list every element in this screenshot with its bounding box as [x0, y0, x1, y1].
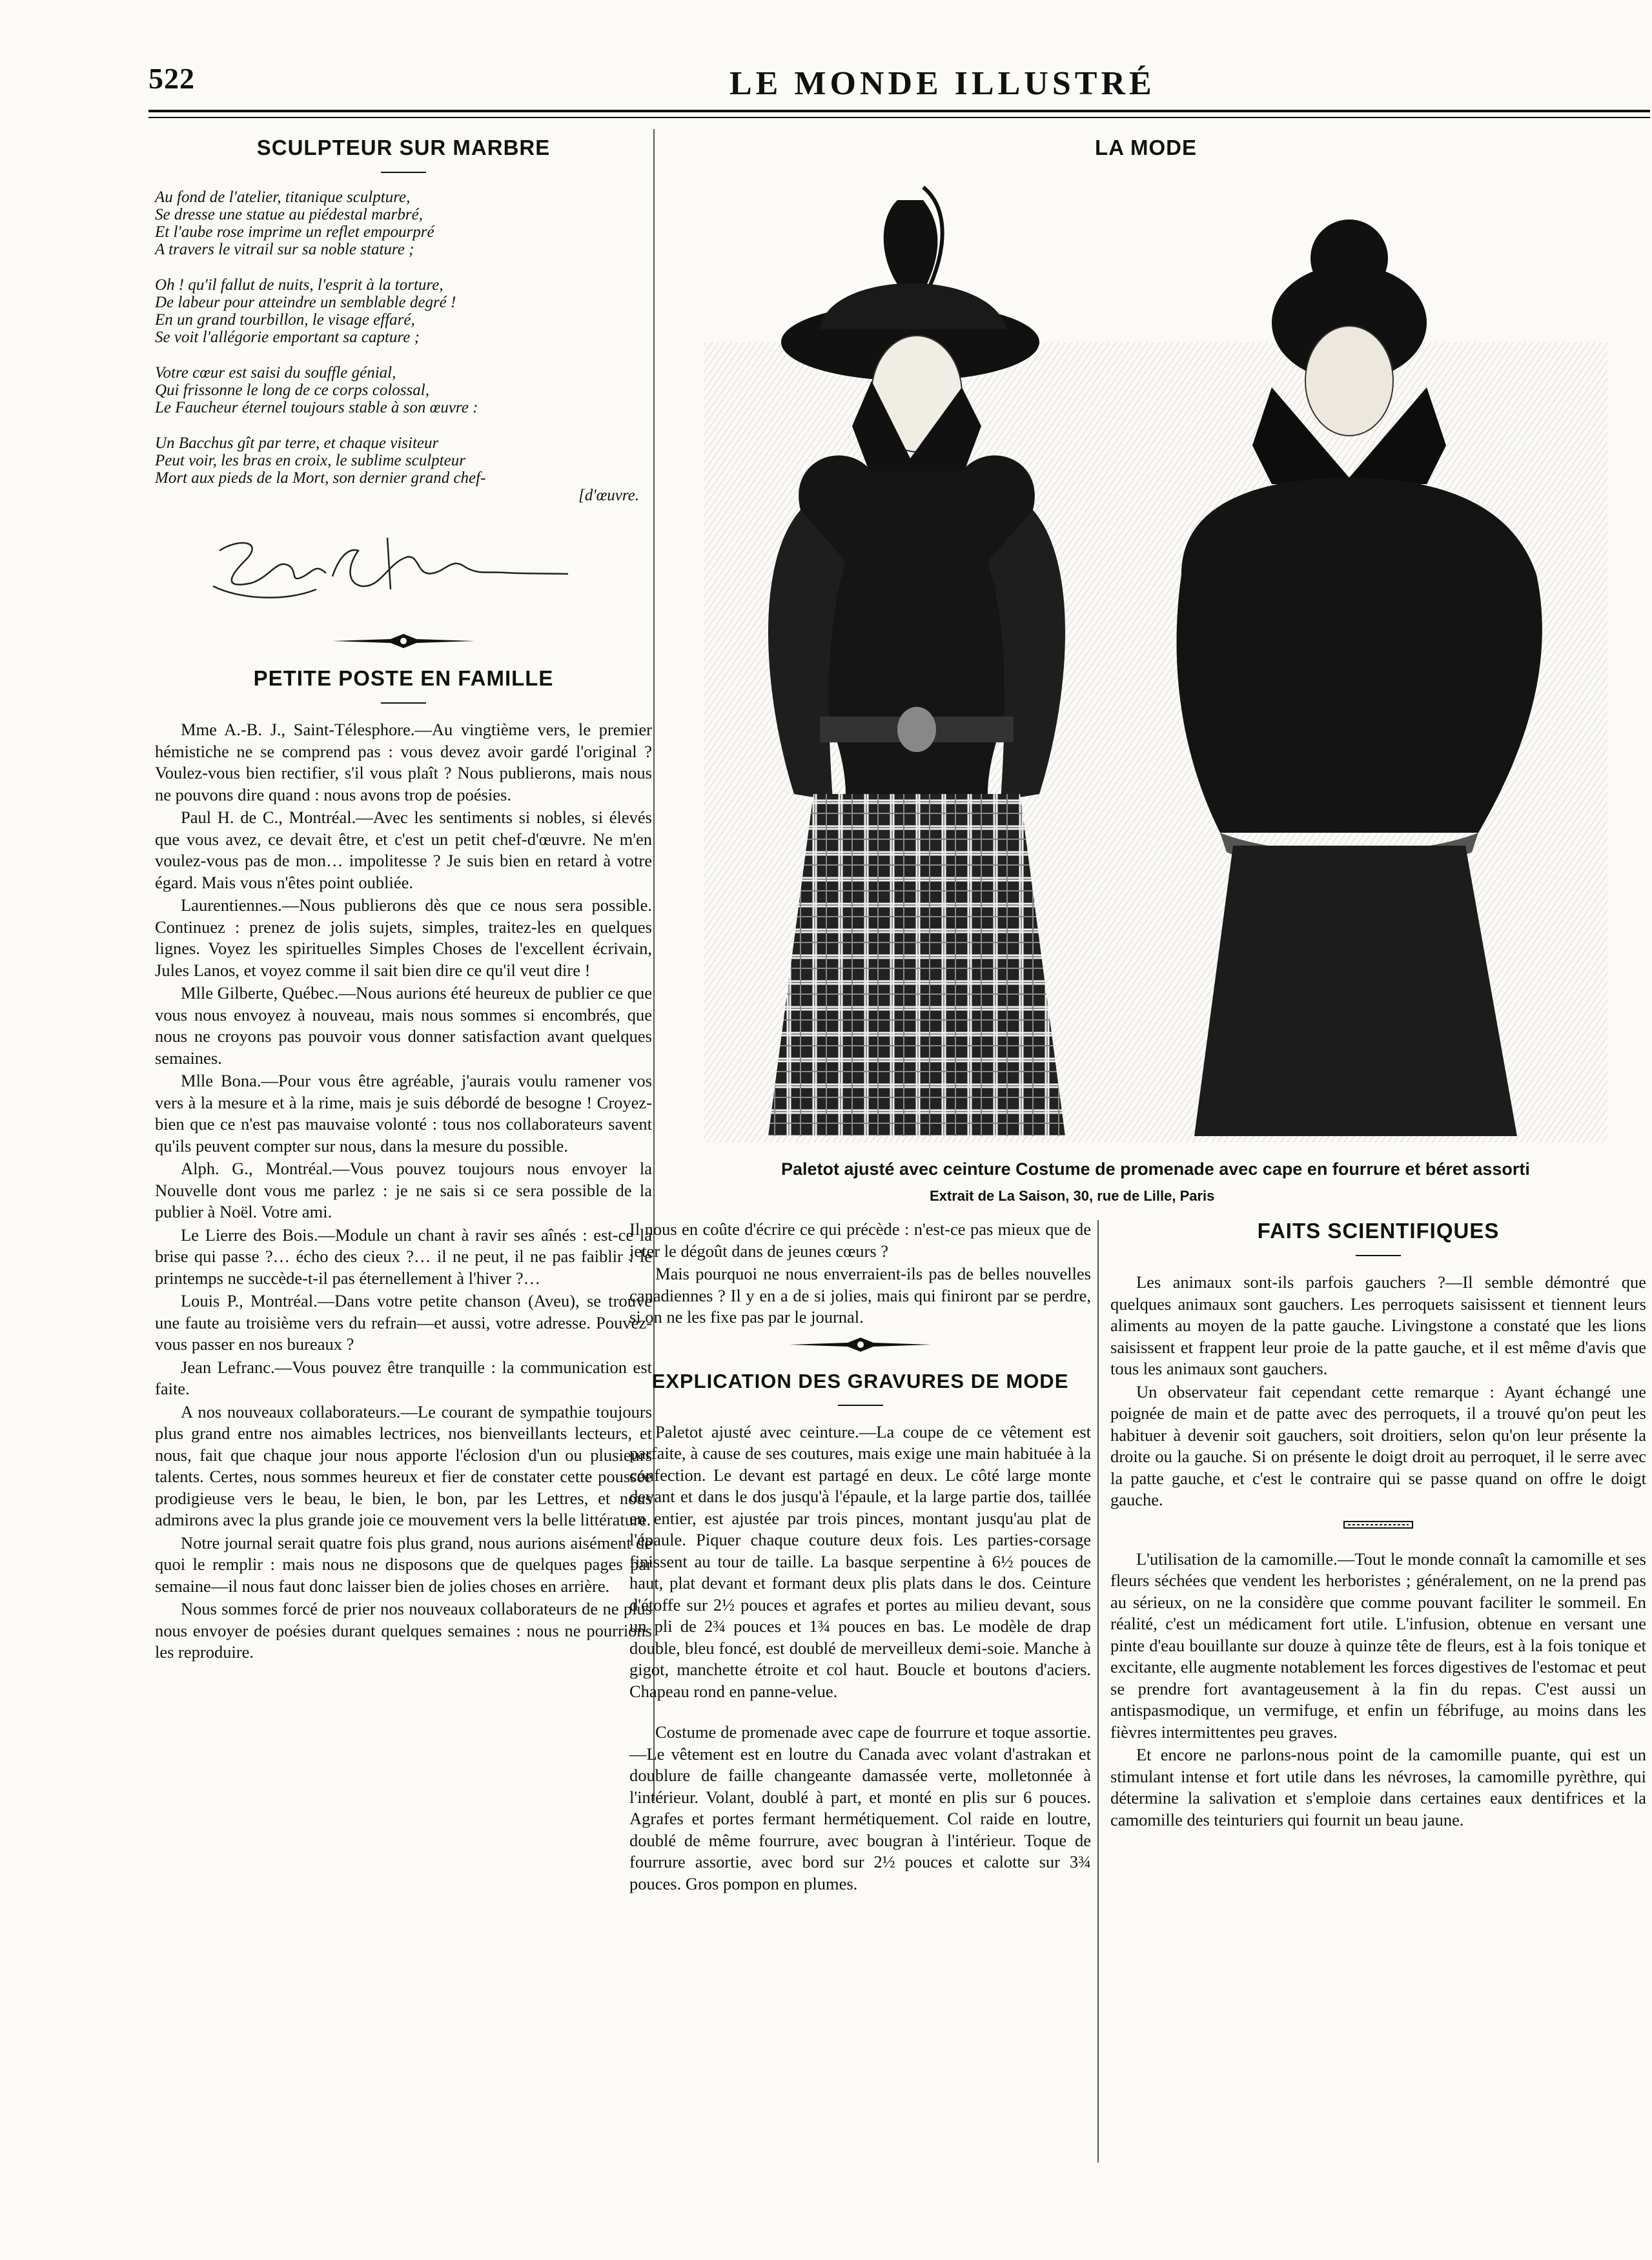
title-rule [1356, 1255, 1401, 1256]
poem-line: Un Bacchus gît par terre, et chaque visiteur [155, 434, 439, 452]
poem-line: De labeur pour atteindre un semblable degré ! [155, 294, 456, 311]
mode-title: LA MODE [1095, 136, 1197, 159]
column-left [155, 136, 652, 1664]
poem-line: En un grand tourbillon, le visage effaré, [155, 311, 415, 329]
page-number: 522 [148, 62, 195, 95]
header-rule-thick [148, 110, 1650, 112]
explication-title: EXPLICATION DES GRAVURES DE MODE [651, 1369, 1069, 1392]
poste-paragraph: Louis P., Montréal.—Dans votre petite chanson (Aveu), se trouve une faute au troisième vers du refrain—et aussi, votre adresse. Pouvez-vous passer en nos bureaux ? [155, 1291, 652, 1354]
poste-paragraph: Paul H. de C., Montréal.—Avec les sentiments si nobles, si élevés que vous avez, ce devait être, et c'est un petit chef-d'œuvre. Ne m'en voulez-vous pas de mon… impolitesse ? Je suis bien en retard à votre égard. Mais vous n'êtes point oubliée. [155, 808, 652, 892]
column-middle [629, 1219, 1091, 1895]
left-figure [768, 187, 1065, 1136]
poste-paragraph: Mlle Gilberte, Québec.—Nous aurions été heureux de publier ce que vous nous envoyez à nouveau, mais nous sommes si encombrés, que nous ne croyons pas pouvoir vous donner satisfaction avant quelques semaines. [155, 983, 652, 1068]
poem-line: Mort aux pieds de la Mort, son dernier grand chef- [155, 469, 486, 487]
poste-paragraph: Alph. G., Montréal.—Vous pouvez toujours nous envoyer la Nouvelle dont vous me parlez : je ne sais si ce sera possible de la publier à Noël. Votre ami. [155, 1159, 652, 1221]
poste-paragraph: Notre journal serait quatre fois plus grand, nous aurions aisément de quoi le remplir : mais nous ne disposons que de quelques pages par semaine—il nous faut donc laisser bien de jolies choses en arrière. [155, 1532, 652, 1596]
poste-paragraph: Nous sommes forcé de prier nos nouveaux collaborateurs de ne plus nous envoyer de poésies durant quelques semaines : nous ne pourrions les reproduire. [155, 1599, 652, 1662]
faits-paragraph: Et encore ne parlons-nous point de la camomille puante, qui est un stimulant intense et fort utile dans les névroses, la camomille pyrèthre, qui détermine la salivation et s'emploie dans certaines eaux dentifrices et la camomille des teinturiers qui fournit un beau jaune. [1110, 1745, 1646, 1829]
poem-line: Oh ! qu'il fallut de nuits, l'esprit à la torture, [155, 276, 444, 294]
poem-line: Se voit l'allégorie emportant sa capture ; [155, 329, 420, 346]
header-rule-thin [148, 117, 1650, 118]
poste-title: PETITE POSTE EN FAMILLE [253, 666, 554, 690]
poste-paragraph: Jean Lefranc.—Vous pouvez être tranquille : la communication est faite. [155, 1357, 652, 1398]
faits-paragraph: Un observateur fait cependant cette remarque : Ayant échangé une poignée de main et de patte avec des perroquets, il a trouvé qu'on peut les habituer à devenir soit gauchers, soit droitiers, selon qu'on leur présente la droite ou la gauche. Si on présente le doigt droit au perroquet, il le serre avec la patte gauche, et c'est le contraire qui se passe quand on offre le doigt gauche. [1110, 1381, 1646, 1509]
poste-body [155, 719, 652, 1664]
poste-paragraph: Laurentiennes.—Nous publierons dès que ce nous sera possible. Continuez : prenez de jolis sujets, simples, traitez-les en quelques lignes. Voyez les spirituelles Simples Choses de l'excellent écrivain, Jules Lanos, et voyez comme il sait bien dire ce qu'il veut dire ! [155, 895, 652, 980]
poem-line: Peut voir, les bras en croix, le sublime sculpteur [155, 452, 465, 469]
explication-paragraph: Paletot ajusté avec ceinture.—La coupe de ce vêtement est parfaite, à cause de ses coutures, mais exige une main habituée à la confection. Le devant est partagé en deux. Le côté large monte devant et dans le dos jusqu'à l'épaule, et la large partie dos, taillée en entier, est ajustée par trois pinces, montant jusqu'au plat de l'épaule. Piquer chaque couture deux fois. Les parties-corsage finissent au tour de taille. La basque serpentine à 6½ pouces de haut, plat devant et formant deux plis plats dans le dos. Ceinture d'étoffe sur 2½ pouces et agrafes et portes au milieu devant, sous un pli de 2¾ pouces et 1¾ pouces en bas. Le modèle de drap double, bleu foncé, est doublé de merveilleux demi-soie. Manche à gigot, manchette étroite et col haut. Boucle et boutons d'aciers. Chapeau rond en panne-velue. [629, 1421, 1091, 1701]
poem-line: Le Faucheur éternel toujours stable à son œuvre : [155, 399, 478, 416]
poem-line: A travers le vitrail sur sa noble stature ; [155, 241, 414, 258]
faits-paragraph: L'utilisation de la camomille.—Tout le monde connaît la camomille et ses fleurs séchées que vendent les herboristes ; généralement, on ne la prend pas au sérieux, on ne la considère que comme pouvant faciliter le sommeil. En réalité, c'est un médicament fort utile. L'infusion, obtenue en versant une pinte d'eau bouillante sur douze à quinze tête de fleurs, est à la fois tonique et excitante, elle augmente notablement les forces digestives de l'estomac et peut se prendre fort avantageusement à la fin du repas. C'est aussi un antispasmodique, un vermifuge, et enfin un fébrifuge, au moins dans les fièvres intermittentes peu graves. [1110, 1549, 1646, 1742]
title-rule [381, 172, 426, 173]
poste-continuation: Mais pourquoi ne nous enverraient-ils pas de belles nouvelles canadiennes ? Il y en a de si jolies, mais qui finiront par se perdre, si on ne les fixe pas par le journal. [629, 1264, 1091, 1327]
poem-line: Votre cœur est saisi du souffle génial, [155, 364, 396, 382]
engraving-credit: Extrait de La Saison, 30, rue de Lille, Paris [930, 1188, 1215, 1204]
poem-line: Et l'aube rose imprime un reflet empourpré [155, 223, 434, 241]
ornament-divider [326, 631, 481, 651]
faits-paragraph: Les animaux sont-ils parfois gauchers ?—Il semble démontré que quelques animaux sont gauchers. Les perroquets saisissent et tiennent leurs aliments au moyen de la patte gauche. Livingstone a constaté que les lions saisissent et frappent leur proie de la patte gauche, et il est même d'avis que tous les animaux sont gauchers. [1110, 1272, 1646, 1378]
small-ornament [1343, 1518, 1414, 1532]
poem-stanza-3 [155, 364, 652, 416]
column-rule-2 [1097, 1220, 1099, 2163]
ornament-divider [783, 1335, 938, 1354]
fashion-engraving-image [704, 174, 1607, 1143]
poste-paragraph: A nos nouveaux collaborateurs.—Le courant de sympathie toujours plus grand entre nos aimables lectrices, nos bienveillants lecteurs, et nous, fait que chaque jour nous apporte l'éclosion d'un ou plusieurs talents. Certes, nous sommes heureux et fier de constater cette poussée prodigieuse vers le beau, le bien, le bon, par les Lettres, et nous admirons avec la plus grande joie ce mouvement vers la belle littérature. [155, 1401, 652, 1529]
poste-paragraph: Le Lierre des Bois.—Module un chant à ravir ses aînés : est-ce la brise qui passe ?… écho des cieux ?… il ne peut, il ne pas faiblir : le printemps ne succède-t-il pas éternellement à l'hiver ?… [155, 1225, 652, 1288]
poem-line: Se dresse une statue au piédestal marbré, [155, 206, 423, 223]
poste-paragraph: Mlle Bona.—Pour vous être agréable, j'aurais voulu ramener vos vers à la mesure et à la rime, mais je suis débordé de besogne ! Croyez-bien que ce n'est pas mauvaise volonté : tous nos collaborateurs savent qu'ils peuvent compter sur nous, dans la mesure du possible. [155, 1071, 652, 1155]
poem-title: SCULPTEUR SUR MARBRE [256, 136, 551, 159]
column-right [1110, 1219, 1646, 1831]
poem-line: Qui frissonne le long de ce corps colossal, [155, 382, 429, 399]
poste-continuation: Il nous en coûte d'écrire ce qui précède : n'est-ce pas mieux que de jeter le dégoût dans de jeunes cœurs ? [629, 1219, 1091, 1261]
poem-stanza-2 [155, 276, 652, 346]
signature-image [194, 512, 594, 609]
title-rule [381, 702, 426, 704]
mode-section [671, 136, 1620, 160]
poem-line: Au fond de l'atelier, titanique sculpture, [155, 188, 411, 206]
explication-paragraph: Costume de promenade avec cape de fourrure et toque assortie.—Le vêtement est en loutre du Canada avec volant d'astrakan et doublure de faille changeante damassée verte, molletonnée à l'intérieur. Volant, doublé à part, et monté en plis sur 6 pouces. Agrafes et portes fermant hermétiquement. Col raide en loutre, doublé de même fourrure, avec bougran à l'intérieur. Toque de fourrure assortie, avec bord sur 2½ pouces et calotte sur 3¾ pouces. Gros pompon en plumes. [629, 1722, 1091, 1893]
journal-title: LE MONDE ILLUSTRÉ [729, 65, 1156, 102]
faits-title: FAITS SCIENTIFIQUES [1257, 1219, 1500, 1243]
title-rule [838, 1405, 883, 1406]
poem-stanza-1 [155, 188, 652, 258]
poem-stanza-4 [155, 434, 652, 504]
engraving-caption: Paletot ajusté avec ceinture Costume de promenade avec cape en fourrure et béret assorti [781, 1159, 1530, 1179]
poem-line-end: [d'œuvre. [578, 487, 639, 504]
poem [155, 188, 652, 504]
poste-paragraph: Mme A.-B. J., Saint-Télesphore.—Au vingtième vers, le premier hémistiche ne se comprend pas : vous devez avoir gardé l'original ? Voulez-vous bien rectifier, s'il vous plaît ? Nous publierons, mais nous ne pouvons dire quand : nous avons trop de poésies. [155, 720, 652, 804]
